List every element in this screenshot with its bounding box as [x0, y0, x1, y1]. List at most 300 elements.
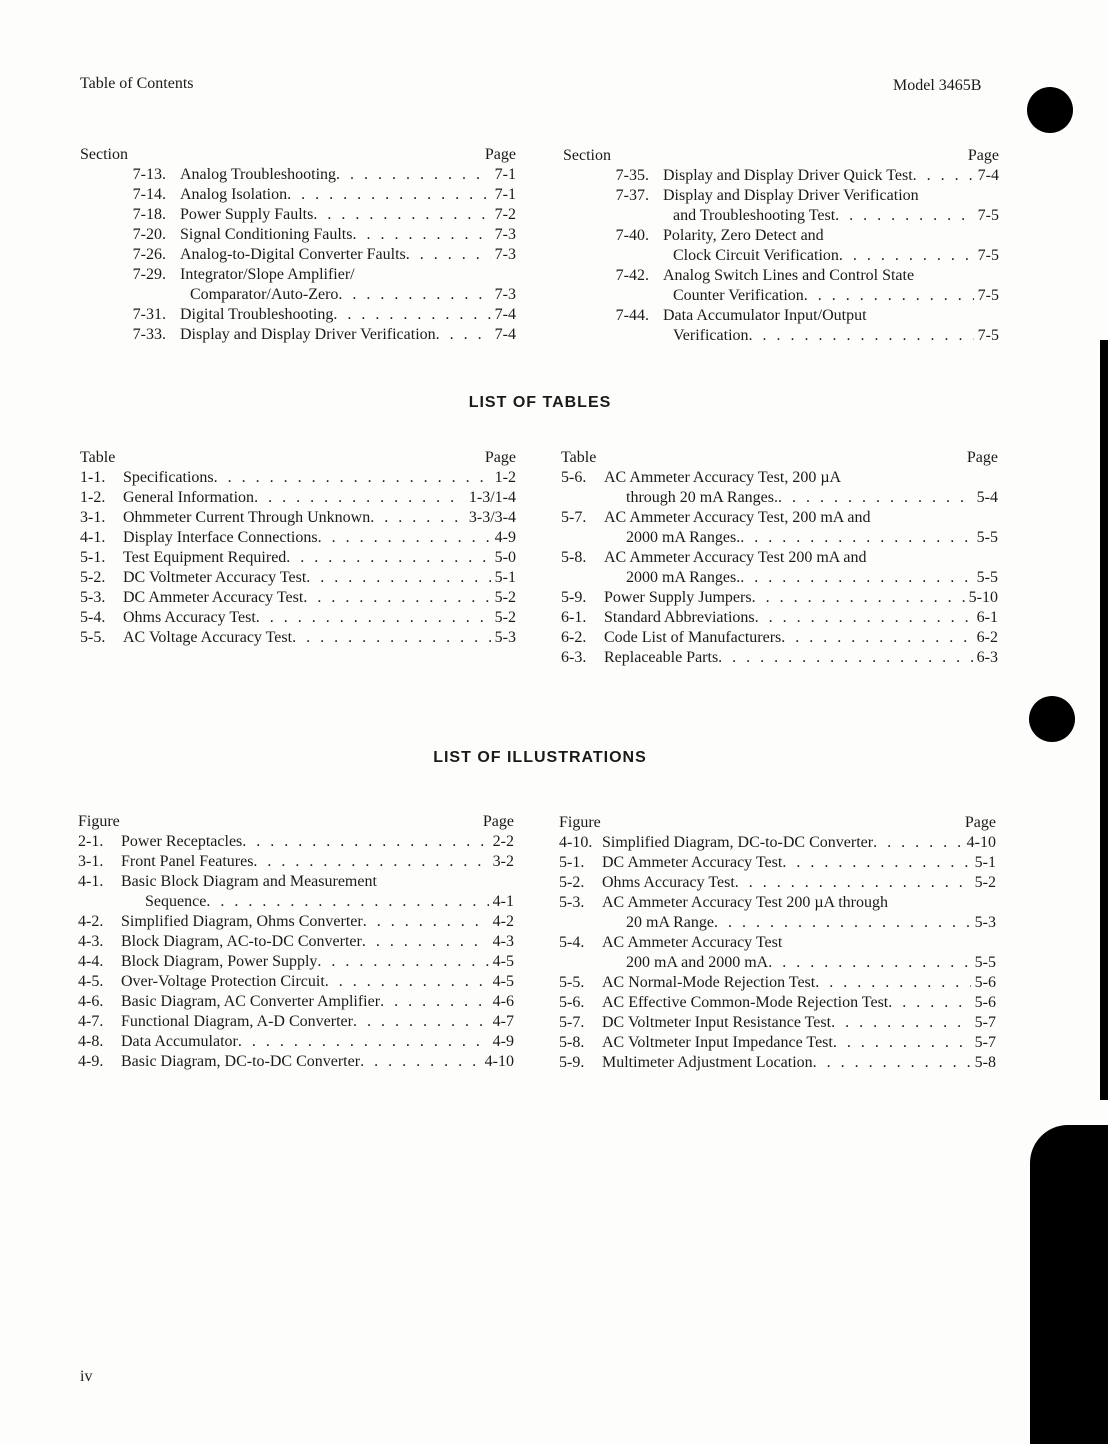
entry-number: [563, 326, 663, 346]
dot-leader: [313, 205, 490, 225]
entry-page: 5-6: [974, 994, 996, 1011]
dot-leader: [755, 608, 973, 628]
entry-number: 6-3.: [561, 649, 587, 666]
toc-entry: [80, 305, 516, 325]
dot-leader: [831, 1013, 971, 1033]
illustrations-right-column: [559, 813, 996, 1073]
dot-leader: [287, 185, 491, 205]
toc-entry: [561, 508, 998, 528]
dot-leader: [363, 912, 489, 932]
entry-page: 7-3: [494, 246, 516, 263]
entry-number: 3-1.: [78, 853, 104, 870]
entry-title: Comparator/Auto-Zero: [190, 286, 339, 303]
entry-page: 5-7: [974, 1034, 996, 1051]
entry-page: 3-2: [492, 853, 514, 870]
dot-leader: [306, 568, 490, 588]
entry-page: 5-3: [494, 629, 516, 646]
toc-entry: [80, 528, 516, 548]
entry-title: DC Ammeter Accuracy Test: [123, 589, 304, 606]
entry-title: Functional Diagram, A-D Converter: [121, 1013, 353, 1030]
toc-entry-continuation: [561, 568, 998, 588]
entry-number: 5-6.: [559, 994, 585, 1011]
entry-number: [563, 206, 663, 226]
entry-page: 7-5: [977, 287, 999, 304]
entry-title: Polarity, Zero Detect and: [663, 227, 824, 244]
column-label: Figure: [78, 813, 120, 830]
entry-number: 1-2.: [80, 489, 106, 506]
entry-page: 5-2: [974, 874, 996, 891]
entry-number: 2-1.: [78, 833, 104, 850]
entry-title: 20 mA Range: [626, 914, 714, 931]
entry-number: 4-7.: [78, 1013, 104, 1030]
dot-leader: [815, 973, 970, 993]
dot-leader: [318, 528, 491, 548]
toc-entry: [78, 912, 514, 932]
illustrations-left-column: [78, 812, 514, 1072]
entry-page: 6-3: [976, 649, 998, 666]
entry-title: Power Supply Faults: [180, 206, 314, 223]
entry-title: AC Voltage Accuracy Test: [123, 629, 293, 646]
entry-title: and Troubleshooting Test: [673, 207, 836, 224]
toc-entry: [80, 608, 516, 628]
toc-entry: [559, 993, 996, 1013]
entry-number: [561, 528, 604, 548]
dot-leader: [781, 628, 972, 648]
dot-leader: [735, 873, 971, 893]
sections-left-column: [80, 145, 516, 345]
entry-title: Simplified Diagram, Ohms Converter: [121, 913, 363, 930]
page-label: Page: [967, 147, 999, 164]
dot-leader: [380, 992, 489, 1012]
entry-number: 4-8.: [78, 1033, 104, 1050]
entry-page: 7-5: [977, 247, 999, 264]
column-header: [561, 448, 998, 468]
tables-right-column: [561, 448, 998, 668]
entry-page: 5-7: [974, 1014, 996, 1031]
toc-entry: [78, 1032, 514, 1052]
entry-title: Data Accumulator: [121, 1033, 238, 1050]
dot-leader: [813, 1053, 971, 1073]
entry-title: Integrator/Slope Amplifier/: [180, 266, 355, 283]
dot-leader: [256, 608, 491, 628]
entry-number: 5-5.: [80, 629, 106, 646]
entry-page: 5-6: [974, 974, 996, 991]
entry-number: [80, 285, 180, 305]
entry-number: 5-8.: [559, 1034, 585, 1051]
dot-leader: [436, 325, 491, 345]
entry-number: 7-14.: [132, 186, 166, 203]
entry-title: DC Voltmeter Input Resistance Test: [602, 1014, 832, 1031]
dot-leader: [804, 286, 974, 306]
entry-title: General Information: [123, 489, 255, 506]
entry-title: Test Equipment Required: [123, 549, 287, 566]
toc-entry: [80, 548, 516, 568]
toc-entry: [80, 488, 516, 508]
dot-leader: [292, 628, 491, 648]
entry-page: 5-1: [974, 854, 996, 871]
column-label: Section: [563, 147, 611, 164]
entry-number: [78, 892, 121, 912]
toc-entry-continuation: [80, 285, 516, 305]
entry-title: Ohmmeter Current Through Unknown: [123, 509, 371, 526]
entry-title: Power Receptacles: [121, 833, 243, 850]
toc-entry: [80, 468, 516, 488]
dot-leader: [718, 648, 973, 668]
toc-entry: [559, 933, 996, 953]
entry-title: AC Voltmeter Input Impedance Test: [602, 1034, 833, 1051]
toc-entry: [78, 1012, 514, 1032]
entry-title: Analog Troubleshooting: [180, 166, 337, 183]
dot-leader: [839, 246, 974, 266]
page-label: Page: [484, 146, 516, 163]
entry-page: 5-8: [974, 1054, 996, 1071]
entry-title: Basic Diagram, DC-to-DC Converter: [121, 1053, 361, 1070]
entry-title: Basic Diagram, AC Converter Amplifier: [121, 993, 381, 1010]
entry-page: 1-2: [494, 469, 516, 486]
entry-page: 7-4: [494, 326, 516, 343]
entry-number: 5-5.: [559, 974, 585, 991]
entry-title: AC Ammeter Accuracy Test, 200 mA and: [604, 509, 871, 526]
entry-number: 4-10.: [559, 834, 593, 851]
toc-entry: [80, 265, 516, 285]
entry-page: 5-4: [976, 489, 998, 506]
entry-page: 7-5: [977, 207, 999, 224]
page-label: Page: [484, 449, 516, 466]
entry-number: 4-5.: [78, 973, 104, 990]
toc-entry: [559, 873, 996, 893]
entry-title: Digital Troubleshooting: [180, 306, 334, 323]
binder-hole-middle: [1029, 696, 1075, 742]
entry-page: 7-3: [494, 226, 516, 243]
toc-entry: [80, 568, 516, 588]
toc-entry: [559, 853, 996, 873]
entry-number: 4-4.: [78, 953, 104, 970]
entry-title: 2000 mA Ranges.: [626, 529, 741, 546]
entry-page: 6-1: [976, 609, 998, 626]
entry-number: 7-42.: [615, 267, 649, 284]
column-label: Section: [80, 146, 128, 163]
entry-number: 5-1.: [80, 549, 106, 566]
column-header: [80, 448, 516, 468]
entry-title: Verification: [673, 327, 749, 344]
dot-leader: [782, 853, 970, 873]
dot-leader: [242, 832, 488, 852]
entry-number: 5-3.: [80, 589, 106, 606]
toc-entry: [561, 608, 998, 628]
entry-number: 7-29.: [132, 266, 166, 283]
column-label: Table: [561, 449, 597, 466]
entry-page: 5-2: [494, 609, 516, 626]
entry-number: 4-3.: [78, 933, 104, 950]
entry-number: 7-18.: [132, 206, 166, 223]
entry-page: 5-1: [494, 569, 516, 586]
toc-entry-continuation: [561, 528, 998, 548]
entry-title: Data Accumulator Input/Output: [663, 307, 867, 324]
dot-leader: [325, 972, 489, 992]
entry-number: 5-4.: [559, 934, 585, 951]
entry-number: [563, 286, 663, 306]
toc-entry: [559, 893, 996, 913]
entry-number: [561, 568, 604, 588]
toc-entry-continuation: [559, 953, 996, 973]
toc-entry: [78, 832, 514, 852]
column-header: [559, 813, 996, 833]
dot-leader: [254, 488, 465, 508]
dot-leader: [749, 326, 974, 346]
page-label: Page: [966, 449, 998, 466]
entry-number: 4-9.: [78, 1053, 104, 1070]
column-label: Table: [80, 449, 116, 466]
entry-page: 5-5: [974, 954, 996, 971]
entry-title: Basic Block Diagram and Measurement: [121, 873, 377, 890]
entry-number: [561, 488, 604, 508]
toc-entry: [80, 225, 516, 245]
dot-leader: [370, 508, 465, 528]
entry-number: 6-1.: [561, 609, 587, 626]
dot-leader: [336, 165, 491, 185]
entry-title: Analog Switch Lines and Control State: [663, 267, 915, 284]
dot-leader: [888, 993, 970, 1013]
entry-number: 4-6.: [78, 993, 104, 1010]
entry-number: 5-8.: [561, 549, 587, 566]
page-edge-shadow-lower: [1030, 1125, 1108, 1444]
entry-number: 5-9.: [559, 1054, 585, 1071]
entry-title: AC Ammeter Accuracy Test 200 µA through: [602, 894, 888, 911]
entry-page: 7-3: [494, 286, 516, 303]
entry-page: 7-4: [494, 306, 516, 323]
entry-title: Block Diagram, Power Supply: [121, 953, 318, 970]
entry-number: 7-13.: [132, 166, 166, 183]
dot-leader: [206, 892, 488, 912]
page-edge-shadow-upper: [1100, 340, 1108, 1100]
dot-leader: [286, 548, 490, 568]
entry-title: Sequence: [145, 893, 207, 910]
entry-page: 7-1: [494, 186, 516, 203]
toc-entry: [561, 628, 998, 648]
entry-title: AC Ammeter Accuracy Test: [602, 934, 783, 951]
dot-leader: [238, 1032, 489, 1052]
toc-entry: [78, 852, 514, 872]
toc-entry: [80, 165, 516, 185]
entry-title: Ohms Accuracy Test: [123, 609, 256, 626]
entry-number: [559, 913, 602, 933]
entry-page: 4-1: [492, 893, 514, 910]
entry-page: 4-10: [484, 1053, 514, 1070]
entry-title: DC Ammeter Accuracy Test: [602, 854, 783, 871]
toc-entry-continuation: [563, 326, 999, 346]
dot-leader: [714, 913, 971, 933]
entry-number: 5-4.: [80, 609, 106, 626]
toc-entry: [563, 226, 999, 246]
toc-entry: [559, 833, 996, 853]
entry-page: 5-0: [494, 549, 516, 566]
entry-title: Simplified Diagram, DC-to-DC Converter: [602, 834, 874, 851]
entry-page: 4-10: [966, 834, 996, 851]
entry-page: 7-1: [494, 166, 516, 183]
entry-page: 6-2: [976, 629, 998, 646]
dot-leader: [873, 833, 963, 853]
entry-title: AC Normal-Mode Rejection Test: [602, 974, 816, 991]
entry-number: 7-40.: [615, 227, 649, 244]
entry-number: 6-2.: [561, 629, 587, 646]
toc-entry: [563, 266, 999, 286]
toc-entry: [78, 992, 514, 1012]
entry-number: 5-1.: [559, 854, 585, 871]
entry-number: 4-2.: [78, 913, 104, 930]
entry-page: 4-7: [492, 1013, 514, 1030]
entry-page: 5-5: [976, 529, 998, 546]
entry-title: Counter Verification: [673, 287, 804, 304]
toc-entry: [559, 1053, 996, 1073]
entry-title: Display and Display Driver Quick Test: [663, 167, 913, 184]
entry-title: Specifications: [123, 469, 214, 486]
toc-entry: [561, 648, 998, 668]
dot-leader: [740, 528, 972, 548]
dot-leader: [333, 305, 490, 325]
dot-leader: [303, 588, 490, 608]
binder-hole-top: [1027, 87, 1073, 133]
entry-number: 4-1.: [80, 529, 106, 546]
toc-entry-continuation: [78, 892, 514, 912]
entry-number: 7-35.: [615, 167, 649, 184]
entry-title: through 20 mA Ranges.: [626, 489, 778, 506]
entry-number: 3-1.: [80, 509, 106, 526]
entry-number: 7-37.: [615, 187, 649, 204]
toc-entry-continuation: [563, 246, 999, 266]
sections-right-column: [563, 146, 999, 346]
dot-leader: [362, 932, 489, 952]
column-header: [80, 145, 516, 165]
entry-number: 7-20.: [132, 226, 166, 243]
dot-leader: [740, 568, 972, 588]
dot-leader: [768, 953, 970, 973]
column-header: [563, 146, 999, 166]
toc-entry: [563, 306, 999, 326]
entry-number: 5-3.: [559, 894, 585, 911]
entry-title: DC Voltmeter Accuracy Test: [123, 569, 307, 586]
entry-page: 5-2: [494, 589, 516, 606]
entry-title: Ohms Accuracy Test: [602, 874, 735, 891]
entry-number: 7-44.: [615, 307, 649, 324]
entry-page: 4-3: [492, 933, 514, 950]
entry-page: 1-3/1-4: [468, 489, 516, 506]
entry-page: 4-5: [492, 973, 514, 990]
toc-entry-continuation: [559, 913, 996, 933]
toc-entry: [559, 1013, 996, 1033]
entry-title: Power Supply Jumpers: [604, 589, 752, 606]
entry-title: Analog Isolation: [180, 186, 288, 203]
dot-leader: [214, 468, 491, 488]
entry-title: AC Ammeter Accuracy Test 200 mA and: [604, 549, 867, 566]
entry-page: 7-2: [494, 206, 516, 223]
entry-number: 7-26.: [132, 246, 166, 263]
entry-number: 7-31.: [132, 306, 166, 323]
entry-number: 5-6.: [561, 469, 587, 486]
list-of-illustrations-heading: LIST OF ILLUSTRATIONS: [433, 749, 647, 766]
entry-page: 4-9: [494, 529, 516, 546]
entry-number: 5-7.: [561, 509, 587, 526]
dot-leader: [913, 166, 974, 186]
entry-number: 4-1.: [78, 873, 104, 890]
toc-entry: [80, 185, 516, 205]
dot-leader: [253, 852, 488, 872]
toc-entry: [80, 245, 516, 265]
dot-leader: [352, 225, 490, 245]
toc-entry: [78, 952, 514, 972]
toc-entry: [561, 548, 998, 568]
running-header-left: Table of Contents: [80, 75, 194, 92]
entry-number: 1-1.: [80, 469, 106, 486]
dot-leader: [360, 1052, 481, 1072]
toc-entry: [80, 628, 516, 648]
entry-title: Block Diagram, AC-to-DC Converter: [121, 933, 362, 950]
entry-number: [563, 246, 663, 266]
entry-title: Display Interface Connections: [123, 529, 318, 546]
entry-title: 200 mA and 2000 mA: [626, 954, 769, 971]
entry-title: Analog-to-Digital Converter Faults: [180, 246, 406, 263]
entry-number: 5-2.: [80, 569, 106, 586]
column-label: Figure: [559, 814, 601, 831]
entry-number: 5-2.: [559, 874, 585, 891]
entry-number: 5-9.: [561, 589, 587, 606]
entry-title: Standard Abbreviations: [604, 609, 755, 626]
entry-title: Over-Voltage Protection Circuit: [121, 973, 325, 990]
dot-leader: [752, 588, 965, 608]
entry-page: 7-5: [977, 327, 999, 344]
dot-leader: [406, 245, 491, 265]
entry-title: Code List of Manufacturers: [604, 629, 782, 646]
entry-title: Signal Conditioning Faults: [180, 226, 353, 243]
toc-entry: [78, 872, 514, 892]
entry-title: AC Effective Common-Mode Rejection Test: [602, 994, 889, 1011]
toc-entry: [78, 1052, 514, 1072]
entry-number: 5-7.: [559, 1014, 585, 1031]
entry-page: 3-3/3-4: [468, 509, 516, 526]
toc-entry: [80, 588, 516, 608]
toc-entry: [559, 973, 996, 993]
entry-number: 7-33.: [132, 326, 166, 343]
dot-leader: [353, 1012, 489, 1032]
toc-entry: [80, 508, 516, 528]
tables-left-column: [80, 448, 516, 648]
page-number: iv: [80, 1368, 93, 1385]
dot-leader: [317, 952, 488, 972]
entry-page: 5-3: [974, 914, 996, 931]
entry-title: Replaceable Parts: [604, 649, 719, 666]
toc-entry-continuation: [561, 488, 998, 508]
entry-page: 4-5: [492, 953, 514, 970]
page-label: Page: [482, 813, 514, 830]
entry-page: 4-9: [492, 1033, 514, 1050]
entry-title: AC Ammeter Accuracy Test, 200 µA: [604, 469, 842, 486]
toc-entry: [561, 588, 998, 608]
entry-page: 5-5: [976, 569, 998, 586]
entry-title: Display and Display Driver Verification: [663, 187, 919, 204]
toc-entry: [563, 166, 999, 186]
toc-entry: [561, 468, 998, 488]
entry-title: Clock Circuit Verification: [673, 247, 839, 264]
entry-page: 4-6: [492, 993, 514, 1010]
entry-page: 2-2: [492, 833, 514, 850]
toc-entry: [80, 205, 516, 225]
toc-entry: [78, 972, 514, 992]
entry-page: 4-2: [492, 913, 514, 930]
entry-number: [559, 953, 602, 973]
toc-entry: [78, 932, 514, 952]
column-header: [78, 812, 514, 832]
entry-title: 2000 mA Ranges.: [626, 569, 741, 586]
running-header-right: Model 3465B: [893, 77, 982, 94]
